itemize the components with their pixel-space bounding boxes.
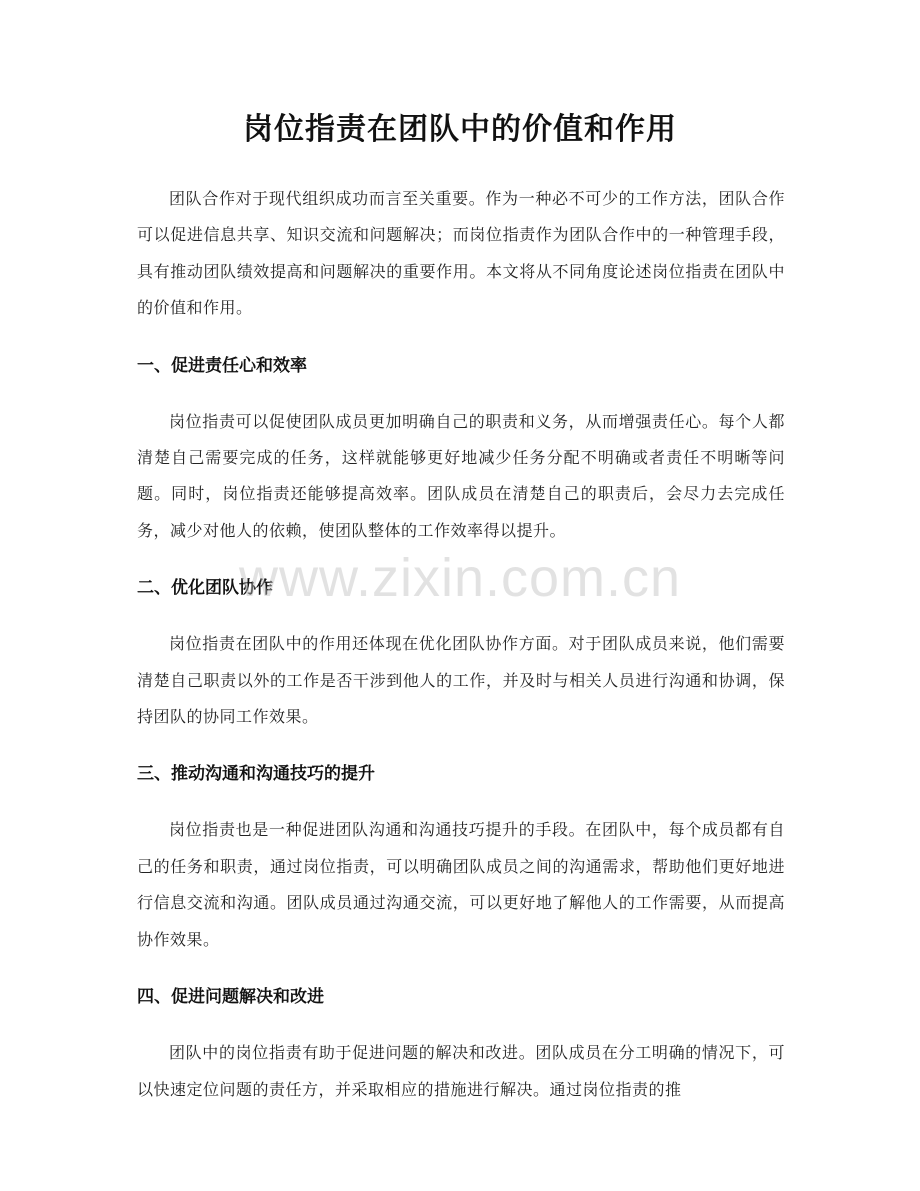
intro-paragraph: 团队合作对于现代组织成功而言至关重要。作为一种必不可少的工作方法，团队合作可以促进信息共享、知识交流和问题解决；而岗位指责作为团队合作中的一种管理手段，具有推动团队绩效提高和问题解决的重要作用。本文将从不同角度论述岗位指责在团队中的价值和作用。 [137, 189, 785, 318]
section-heading-3: 三、推动沟通和沟通技巧的提升 [137, 764, 375, 785]
section-paragraph-2: 岗位指责在团队中的作用还体现在优化团队协作方面。对于团队成员来说，他们需要清楚自己职责以外的工作是否干涉到他人的工作，并及时与相关人员进行沟通和协调，保持团队的协同工作效果。 [137, 634, 785, 727]
section-paragraph-4: 团队中的岗位指责有助于促进问题的解决和改进。团队成员在分工明确的情况下，可以快速定位问题的责任方，并采取相应的措施进行解决。通过岗位指责的推 [137, 1043, 785, 1099]
section-heading-2: 二、优化团队协作 [137, 578, 273, 599]
section-paragraph-1: 岗位指责可以促使团队成员更加明确自己的职责和义务，从而增强责任心。每个人都清楚自己需要完成的任务，这样就能够更好地减少任务分配不明确或者责任不明晰等问题。同时，岗位指责还能够提高效率。团队成员在清楚自己的职责后，会尽力去完成任务，减少对他人的依赖，使团队整体的工作效率得以提升。 [137, 411, 785, 540]
watermark: www.zixin.com.cn [238, 548, 682, 608]
document-body [137, 181, 785, 1129]
document-title: 岗位指责在团队中的价值和作用 [243, 112, 677, 147]
section-heading-4: 四、促进问题解决和改进 [137, 987, 324, 1008]
section-heading-1: 一、促进责任心和效率 [137, 355, 307, 376]
section-paragraph-3: 岗位指责也是一种促进团队沟通和沟通技巧提升的手段。在团队中，每个成员都有自己的任务和职责，通过岗位指责，可以明确团队成员之间的沟通需求，帮助他们更好地进行信息交流和沟通。团队成员通过沟通交流，可以更好地了解他人的工作需要，从而提高协作效果。 [137, 820, 785, 949]
